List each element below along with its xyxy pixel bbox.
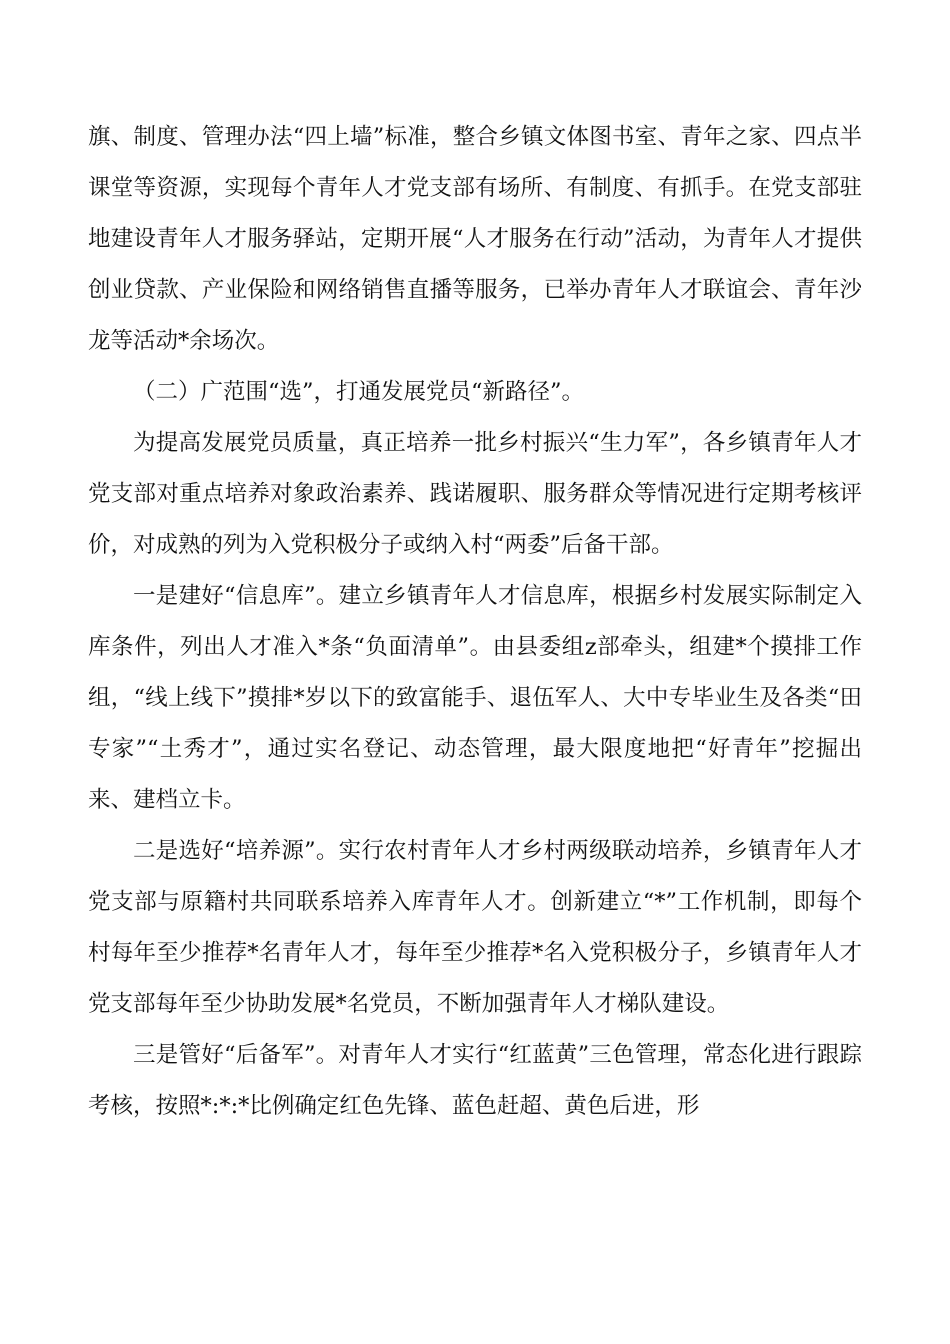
paragraph-3: 为提高发展党员质量，真正培养一批乡村振兴“生力军”，各乡镇青年人才党支部对重点培养对象政治素养、践诺履职、服务群众等情况进行定期考核评价，对成熟的列为入党积极分子或纳入村“两委”后备干部。 [88,430,862,558]
paragraph-6: 三是管好“后备军”。对青年人才实行“红蓝黄”三色管理，常态化进行跟踪考核，按照*:*:*比例确定红色先锋、蓝色赶超、黄色后进，形 [88,1042,862,1119]
document-page [88,112,862,1132]
paragraph-5: 二是选好“培养源”。实行农村青年人才乡村两级联动培养，乡镇青年人才党支部与原籍村共同联系培养入库青年人才。创新建立“*”工作机制，即每个村每年至少推荐*名青年人才，每年至少推荐*名入党积极分子，乡镇青年人才党支部每年至少协助发展*名党员，不断加强青年人才梯队建设。 [88,838,862,1017]
paragraph-2-section-heading: （二）广范围“选”，打通发展党员“新路径”。 [133,379,585,405]
paragraph-4: 一是建好“信息库”。建立乡镇青年人才信息库，根据乡村发展实际制定入库条件，列出人才准入*条“负面清单”。由县委组z部牵头，组建*个摸排工作组，“线上线下”摸排*岁以下的致富能手、退伍军人、大中专毕业生及各类“田专家”“土秀才”，通过实名登记、动态管理，最大限度地把“好青年”挖掘出来、建档立卡。 [88,583,862,813]
paragraph-1: 旗、制度、管理办法“四上墙”标准，整合乡镇文体图书室、青年之家、四点半课堂等资源，实现每个青年人才党支部有场所、有制度、有抓手。在党支部驻地建设青年人才服务驿站，定期开展“人才服务在行动”活动，为青年人才提供创业贷款、产业保险和网络销售直播等服务，已举办青年人才联谊会、青年沙龙等活动*余场次。 [88,124,862,354]
